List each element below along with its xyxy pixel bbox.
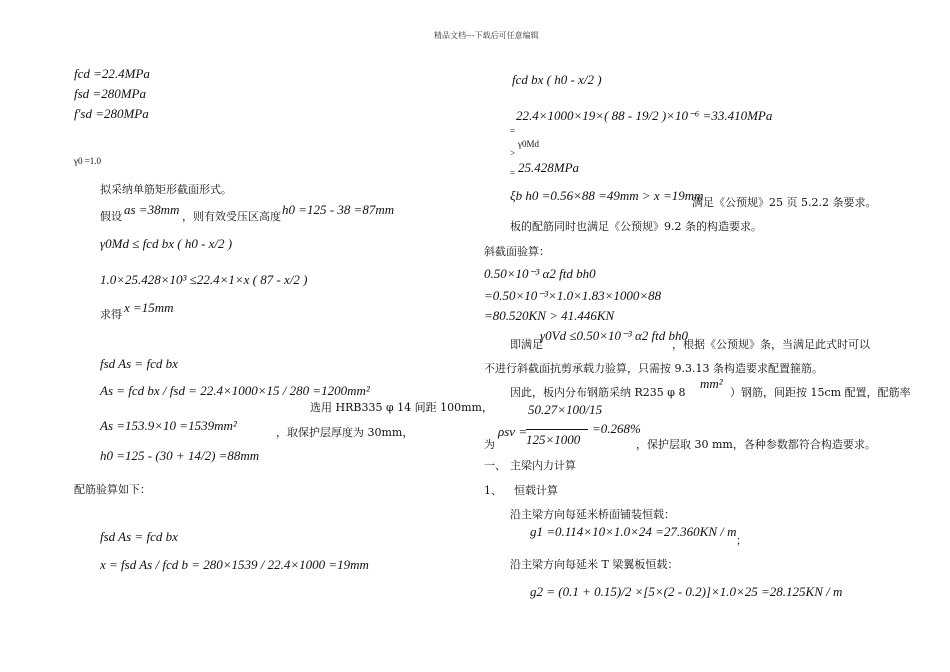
text-no-shear-calc: 不进行斜截面抗剪承载力验算，只需按 9.3.13 条构造要求配置箍筋。 xyxy=(484,362,823,375)
text-semicolon: ； xyxy=(736,534,747,547)
text-section-form: 拟采纳单筋矩形截面形式。 xyxy=(100,183,232,196)
formula-as-provided: As =153.9×10 =1539mm² xyxy=(100,418,237,433)
formula-fsd-prime: f'sd =280MPa xyxy=(74,106,149,121)
sign-greater: > xyxy=(510,148,516,158)
sign-equal: = xyxy=(510,126,516,136)
formula-rho-numerator: 50.27×100/15 xyxy=(528,402,603,417)
formula-as-required: As = fcd bx / fsd = 22.4×1000×15 / 280 =1200mm² xyxy=(100,383,370,398)
formula-fsd: fsd =280MPa xyxy=(74,86,146,101)
text-flange-load: 沿主梁方向每延米 T 梁翼板恒载： xyxy=(510,558,679,571)
formula-as: as =38mm xyxy=(124,202,180,217)
formula-design-moment: γ0Md xyxy=(518,139,539,149)
formula-rho-value: =0.268% xyxy=(592,421,641,436)
text-satisfy: 即满足 xyxy=(510,338,543,351)
formula-shear: 0.50×10⁻³ α2 ftd bh0 xyxy=(484,266,596,281)
section-number-1: 一、 xyxy=(484,459,506,472)
text-shear-check: 斜截面验算： xyxy=(484,245,550,258)
text-distribution-rebar: 因此，板内分布钢筋采纳 R235 φ 8 xyxy=(510,386,686,399)
formula-xi: ξb h0 =0.56×88 =49mm > x =19mm xyxy=(510,188,704,203)
formula-moment-condition: γ0Md ≤ fcd bx ( h0 - x/2 ) xyxy=(100,236,233,251)
fraction-bar xyxy=(526,429,588,430)
formula-equilibrium: fsd As = fcd bx xyxy=(100,356,178,371)
formula-shear-numeric: =0.50×10⁻³×1.0×1.83×1000×88 xyxy=(484,288,662,303)
formula-rho-denominator: 125×1000 xyxy=(526,432,581,447)
text-deck-load: 沿主梁方向每延米桥面铺装恒载： xyxy=(510,508,675,521)
formula-rho: ρsv = xyxy=(498,424,528,439)
formula-resist-moment: fcd bx ( h0 - x/2 ) xyxy=(512,72,602,87)
formula-x-result: x =15mm xyxy=(124,300,174,315)
formula-x-check: x = fsd As / fcd b = 280×1539 / 22.4×1000 =19mm xyxy=(100,557,369,572)
formula-g2: g2 = (0.1 + 0.15)/2 ×[5×(2 - 0.2)]×1.0×25 =28.125KN / m xyxy=(530,584,843,599)
text-check: 配筋验算如下： xyxy=(74,483,151,496)
subsection-number-1: 1、 xyxy=(484,484,502,497)
text-solve: 求得 xyxy=(100,308,122,321)
text-select-rebar: 选用 HRB335 φ 14 间距 100mm， xyxy=(310,401,493,414)
text-cover: ，取保护层厚度为 30mm， xyxy=(276,426,414,439)
formula-gamma0: γ0 =1.0 xyxy=(74,156,102,166)
text-spacing: ）钢筋，间距按 15cm 配置，配筋率 xyxy=(730,386,911,399)
formula-design-value: 25.428MPa xyxy=(518,160,580,175)
text-as: 为 xyxy=(484,438,495,451)
text-cover-ok: ，保护层取 30 mm，各种参数都符合构造要求。 xyxy=(636,438,876,451)
text-unit-mm2: mm² xyxy=(700,376,723,391)
subsection-title-dead-load: 恒载计算 xyxy=(514,484,558,497)
text-code-check-2: 板的配筋同时也满足《公预规》9.2 条的构造要求。 xyxy=(510,220,762,233)
page-header: 精品文档---下载后可任意编辑 xyxy=(434,31,539,40)
text-assume: 假设 xyxy=(100,210,122,223)
formula-h0-actual: h0 =125 - (30 + 14/2) =88mm xyxy=(100,448,260,463)
formula-fcd: fcd =22.4MPa xyxy=(74,66,150,81)
formula-moment-numeric: 1.0×25.428×10³ ≤22.4×1×x ( 87 - x/2 ) xyxy=(100,272,308,287)
formula-resist-value: 22.4×1000×19×( 88 - 19/2 )×10⁻⁶ =33.410MPa xyxy=(516,108,773,123)
formula-equilibrium-check: fsd As = fcd bx xyxy=(100,529,178,544)
text-code-shear: ，根据《公预规》条，当满足此式时可以 xyxy=(672,338,870,351)
formula-g1: g1 =0.114×10×1.0×24 =27.360KN / m xyxy=(530,524,737,539)
text-code-check-1: 满足《公预规》25 页 5.2.2 条要求。 xyxy=(692,196,877,209)
sign-equal-2: = xyxy=(510,168,516,178)
formula-shear-result: =80.520KN > 41.446KN xyxy=(484,308,615,323)
section-title-main-beam: 主梁内力计算 xyxy=(510,459,576,472)
formula-shear-condition: γ0Vd ≤0.50×10⁻³ α2 ftd bh0 xyxy=(540,328,689,343)
text-effective-height: ，则有效受压区高度 xyxy=(182,210,281,223)
formula-h0: h0 =125 - 38 =87mm xyxy=(282,202,395,217)
